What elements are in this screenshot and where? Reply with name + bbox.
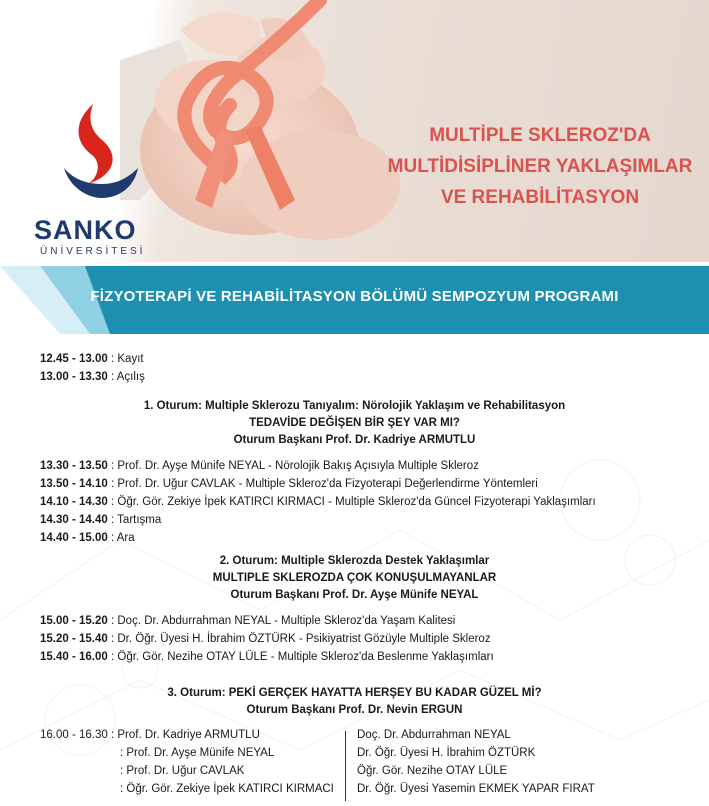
title-line-1: MULTİPLE SKLEROZ'DA xyxy=(429,125,651,146)
panel-left-item: : Prof. Dr. Uğur CAVLAK xyxy=(120,765,245,777)
session3-chair: Oturum Başkanı Prof. Dr. Nevin ERGUN xyxy=(246,704,463,716)
event-title xyxy=(380,120,700,213)
panel-left-item: : Prof. Dr. Ayşe Münife NEYAL xyxy=(120,747,275,759)
title-line-3: VE REHABİLİTASYON xyxy=(440,187,640,208)
panel-left-item: 16.00 - 16.30 : Prof. Dr. Kadriye ARMUTLU xyxy=(40,729,260,741)
agenda-item: 15.40 - 16.00 : Öğr. Gör. Nezihe OTAY LÜLE - Multiple Skleroz'da Beslenme Yaklaşımları xyxy=(40,651,494,663)
session2-subheading: MULTIPLE SKLEROZDA ÇOK KONUŞULMAYANLAR xyxy=(212,572,497,584)
agenda-item: 13.00 - 13.30 : Açılış xyxy=(40,371,145,383)
agenda-item: 15.00 - 15.20 : Doç. Dr. Abdurrahman NEYAL - Multiple Skleroz'da Yaşam Kalitesi xyxy=(40,615,456,627)
panel-right-item: Öğr. Gör. Nezihe OTAY LÜLE xyxy=(357,765,508,777)
banner-title: FİZYOTERAPİ VE REHABİLİTASYON BÖLÜMÜ SEMPOZYUM PROGRAMI xyxy=(90,288,619,305)
agenda-item: 14.30 - 14.40 : Tartışma xyxy=(40,514,162,526)
panel-left-item: : Öğr. Gör. Zekiye İpek KATIRCI KIRMACI xyxy=(120,783,334,795)
column-divider xyxy=(345,731,346,801)
logo-name: SANKO xyxy=(34,215,137,245)
panel-right-item: Dr. Öğr. Üyesi H. İbrahim ÖZTÜRK xyxy=(357,747,536,759)
hands-ribbon-image xyxy=(120,0,410,262)
session3-heading: 3. Oturum: PEKİ GERÇEK HAYATTA HERŞEY BU KADAR GÜZEL Mİ? xyxy=(167,687,542,699)
agenda-item: 13.50 - 14.10 : Prof. Dr. Uğur CAVLAK - Multiple Skleroz'da Fizyoterapi Değerlendirme Yöntemleri xyxy=(40,478,538,490)
agenda-item: 12.45 - 13.00 : Kayıt xyxy=(40,353,144,365)
agenda-item: 15.20 - 15.40 : Dr. Öğr. Üyesi H. İbrahim ÖZTÜRK - Psikiyatrist Gözüyle Multiple Skleroz xyxy=(40,633,491,645)
session1-heading: 1. Oturum: Multiple Sklerozu Tanıyalım: Nörolojik Yaklaşım ve Rehabilitasyon xyxy=(143,400,566,412)
session1-chair: Oturum Başkanı Prof. Dr. Kadriye ARMUTLU xyxy=(233,434,476,446)
agenda-item: 14.40 - 15.00 : Ara xyxy=(40,532,135,544)
agenda-item: 13.30 - 13.50 : Prof. Dr. Ayşe Münife NEYAL - Nörolojik Bakış Açısıyla Multiple Skleroz xyxy=(40,460,479,472)
agenda-item: 14.10 - 14.30 : Öğr. Gör. Zekiye İpek KATIRCI KIRMACI - Multiple Skleroz'da Güncel Fizyoterapi Yaklaşımları xyxy=(40,496,596,508)
title-line-2: MULTİDİSİPLİNER YAKLAŞIMLAR xyxy=(387,156,693,177)
session2-heading: 2. Oturum: Multiple Sklerozda Destek Yaklaşımlar xyxy=(219,555,490,567)
panel-right-item: Doç. Dr. Abdurrahman NEYAL xyxy=(357,729,511,741)
session2-chair: Oturum Başkanı Prof. Dr. Ayşe Münife NEYAL xyxy=(230,589,479,601)
panel-right-item: Dr. Öğr. Üyesi Yasemin EKMEK YAPAR FIRAT xyxy=(357,783,595,795)
logo-subtitle: ÜNİVERSİTESİ xyxy=(40,246,146,257)
session1-subheading: TEDAVİDE DEĞİŞEN BİR ŞEY VAR MI? xyxy=(249,417,460,429)
